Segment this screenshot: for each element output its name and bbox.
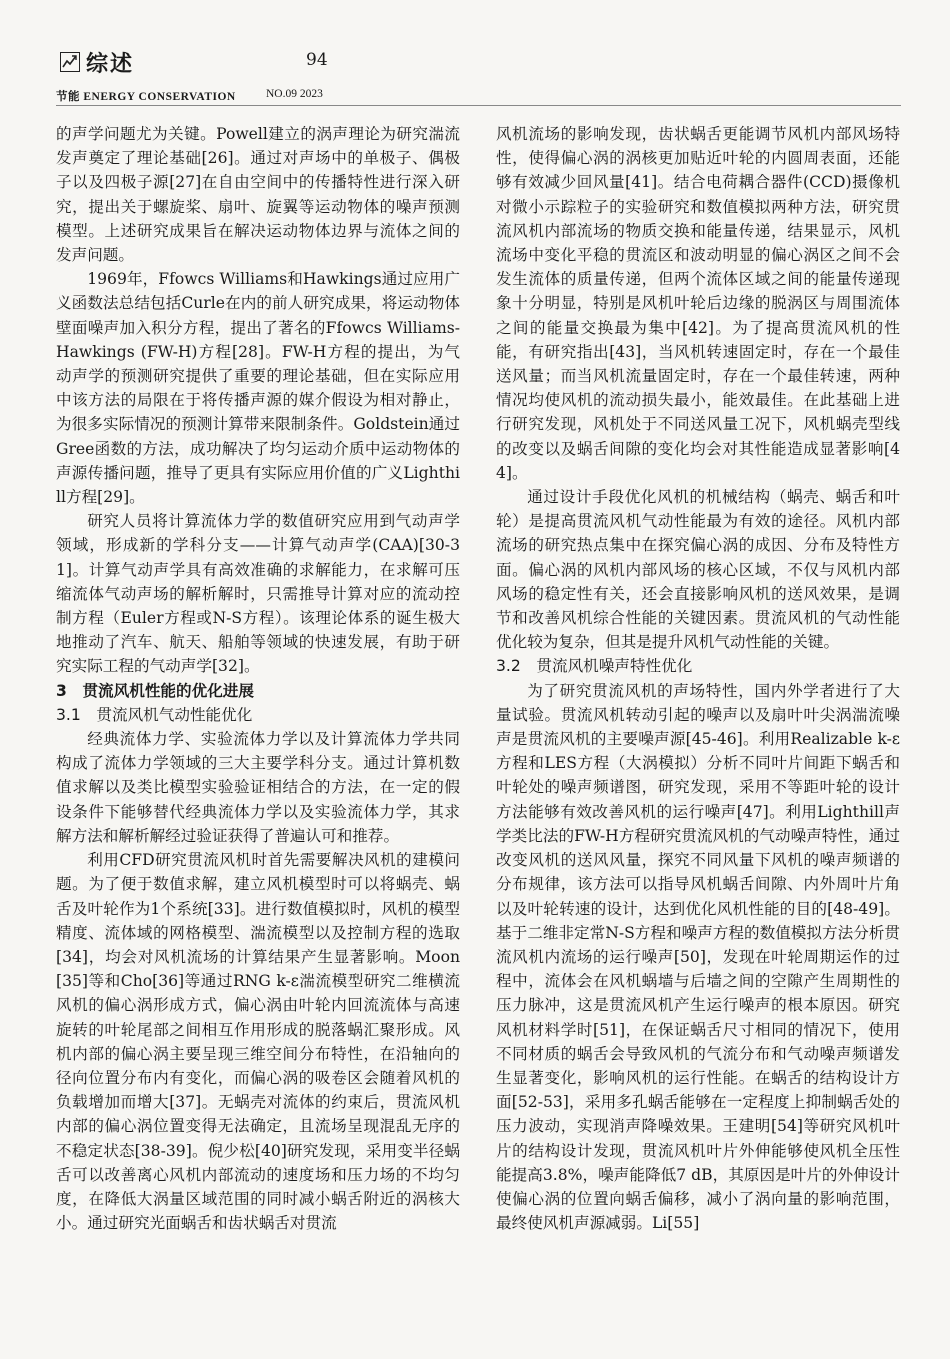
- paragraph: 经典流体力学、实验流体力学以及计算流体力学共同构成了流体力学领域的三大主要学科分支。通过计算机数值求解以及类比模型实验验证相结合的方法，在一定的假设条件下能够替代经典流体力学以及实验流体力学，其求解方法和解析解经过验证获得了普遍认可和推荐。: [56, 730, 460, 845]
- paragraph: 风机流场的影响发现，齿状蜗舌更能调节风机内部风场特性，使得偏心涡的涡核更加贴近叶轮的内圆周表面，还能够有效减少回风量[41]。结合电荷耦合器件(CCD)摄像机对微小示踪粒子的实验研究和数值模拟两种方法，研究贯流风机内部流场的物质交换和能量传递，结果显示，风机流场中变化平稳的贯流区和波动明显的偏心涡区之间不会发生流体的质量传递，但两个流体区域之间的能量传递现象十分明显，特别是风机叶轮后边缘的脱涡区与周围流体之间的能量交换最为集中[42]。为了提高贯流风机的性能，有研究指出[43]，当风机转速固定时，存在一个最佳送风量；而当风机流量固定时，存在一个最佳转速，两种情况均使风机的流动损失最小，能效最佳。在此基础上进行研究发现，风机处于不同送风量工况下，风机蜗壳型线的改变以及蜗舌间隙的变化均会对其性能造成显著影响[44]。: [496, 125, 900, 482]
- section-title: 综述: [86, 52, 135, 77]
- paragraph: 研究人员将计算流体力学的数值研究应用到气动声学领域，形成新的学科分支——计算气动声学(CAA)[30-31]。计算气动声学具有高效准确的求解能力，在求解可压缩流体气动声场的解析解时，只需推导计算对应的流动控制方程（Euler方程或N-S方程）。该理论体系的诞生极大地推动了汽车、航天、船舶等领域的快速发展，有助于研究实际工程的气动声学[32]。: [56, 512, 460, 676]
- section-heading: 3 贯流风机性能的优化进展: [56, 681, 254, 700]
- page-number: 94: [306, 50, 328, 70]
- header-divider: [56, 105, 901, 106]
- journal-name: 节能 ENERGY CONSERVATION: [56, 91, 236, 103]
- paragraph: 为了研究贯流风机的声场特性，国内外学者进行了大量试验。贯流风机转动引起的噪声以及扇叶叶尖涡湍流噪声是贯流风机的主要噪声源[45-46]。利用Realizable k-ε方程和LES方程（大涡模拟）分析不同叶片间距下蜗舌和叶轮处的噪声频谱图，研究发现，采用不等距叶轮的设计方法能够有效改善风机的运行噪声[47]。利用Lighthill声学类比法的FW-H方程研究贯流风机的气动噪声特性，通过改变风机的送风风量，探究不同风量下风机的噪声频谱的分布规律，该方法可以指导风机蜗舌间隙、内外周叶片角以及叶轮转速的设计，达到优化风机性能的目的[48-49]。基于二维非定常N-S方程和噪声方程的数值模拟方法分析贯流风机内流场的运行噪声[50]，发现在叶轮周期运作的过程中，流体会在风机蜗墙与后墙之间的空隙产生周期性的压力脉冲，这是贯流风机产生运行噪声的根本原因。研究风机材料学时[51]，在保证蜗舌尺寸相同的情况下，使用不同材质的蜗舌会导致风机的气流分布和气动噪声频谱发生显著变化，影响风机的运行性能。在蜗舌的结构设计方面[52-53]，采用多孔蜗舌能够在一定程度上抑制蜗舌处的压力波动，实现消声降噪效果。王建明[54]等研究风机叶片的结构设计发现，贯流风机叶片外伸能够使风机全压性能提高3.8%，噪声能降低7 dB，其原因是叶片的外伸设计使偏心涡的位置向蜗舌偏移，减小了涡向量的影响范围，最终使风机声源减弱。Li[55]: [496, 681, 900, 1233]
- subsection-heading: 3.1 贯流风机气动性能优化: [56, 705, 253, 724]
- left-column: [56, 122, 460, 1347]
- paragraph: 1969年，Ffowcs Williams和Hawkings通过应用广义函数法总结包括Curle在内的前人研究成果，将运动物体壁面噪声加入积分方程，提出了著名的Ffowcs Williams-Hawkings (FW-H)方程[28]。FW-H方程的提出，为气动声学的预测研究提供了重要的理论基础，但在实际应用中该方法的局限在于将传播声源的媒介假设为相对静止，为很多实际情况的预测计算带来限制条件。Goldstein通过Gree函数的方法，成功解决了均匀运动介质中运动物体的声源传播问题，推导了更具有实际应用价值的广义Lighthill方程[29]。: [56, 270, 460, 507]
- trend-chart-icon: [60, 52, 80, 72]
- page-header: [56, 44, 901, 103]
- paragraph: 的声学问题尤为关键。Powell建立的涡声理论为研究湍流发声奠定了理论基础[26]。通过对声场中的单极子、偶极子以及四极子源[27]在自由空间中的传播特性进行深入研究，提出关于螺旋桨、扇叶、旋翼等运动物体的噪声预测模型。上述研究成果旨在解决运动物体边界与流体之间的发声问题。: [56, 125, 460, 265]
- right-column: [496, 122, 900, 1347]
- paragraph: 利用CFD研究贯流风机时首先需要解决风机的建模问题。为了便于数值求解，建立风机模型时可以将蜗壳、蜗舌及叶轮作为1个系统[33]。进行数值模拟时，风机的模型精度、流体域的网格模型、湍流模型以及控制方程的选取[34]，均会对风机流场的计算结果产生显著影响。Moon[35]等和Cho[36]等通过RNG k-ε湍流模型研究二维横流风机的偏心涡形成方式，偏心涡由叶轮内回流流体与高速旋转的叶轮尾部之间相互作用形成的脱落蜗汇聚形成。风机内部的偏心涡主要呈现三维空间分布特性，在沿轴向的径向位置分布内有变化，而偏心涡的吸卷区会随着风机的负载增加而增大[37]。无蜗壳对流体的约束后，贯流风机内部的偏心涡位置变得无法确定，且流场呈现混乱无序的不稳定状态[38-39]。倪少松[40]研究发现，采用变半径蜗舌可以改善离心风机内部流动的速度场和压力场的不均匀度，在降低大涡量区域范围的同时减小蜗舌附近的涡核大小。通过研究光面蜗舌和齿状蜗舌对贯流: [56, 851, 460, 1233]
- subsection-heading: 3.2 贯流风机噪声特性优化: [496, 657, 693, 676]
- issue-number: NO.09 2023: [266, 88, 323, 100]
- paragraph: 通过设计手段优化风机的机械结构（蜗壳、蜗舌和叶轮）是提高贯流风机气动性能最为有效的途径。风机内部流场的研究热点集中在探究偏心涡的成因、分布及特性方面。偏心涡的风机内部风场的核心区域，不仅与风机内部风场的稳定性有关，还会直接影响风机的送风效果，是调节和改善风机综合性能的关键因素。贯流风机的气动性能优化较为复杂，但其是提升风机气动性能的关键。: [496, 488, 900, 652]
